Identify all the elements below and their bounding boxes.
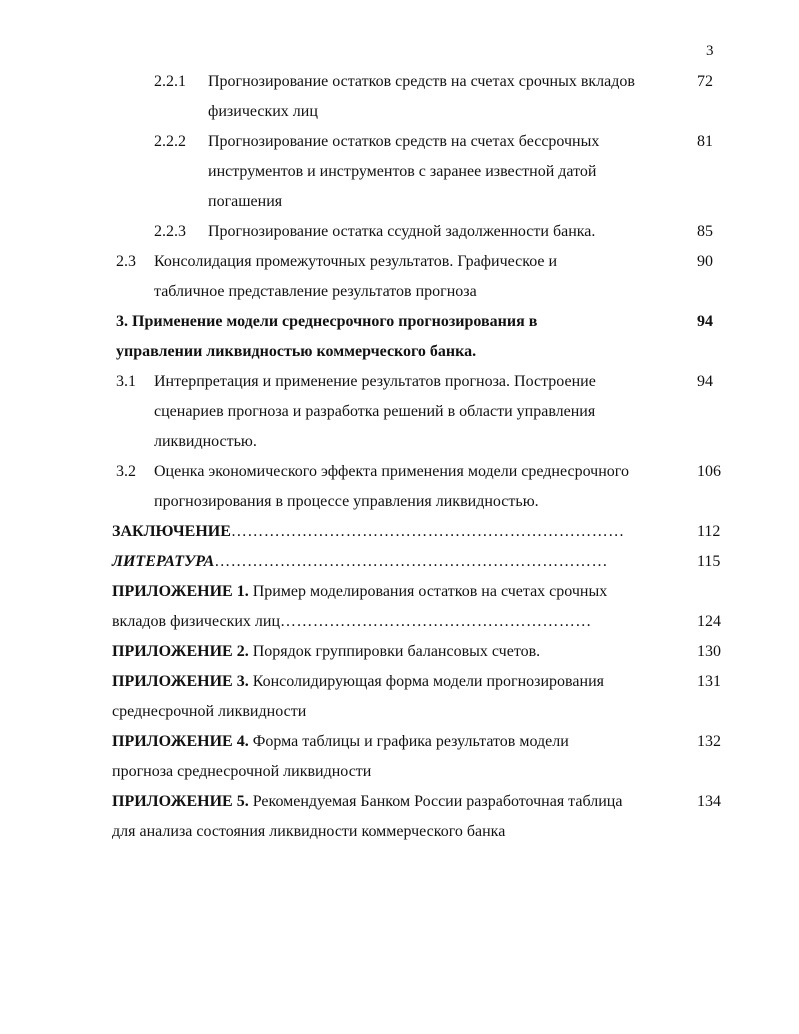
toc-leader-dots: ………………………………………………………………	[230, 523, 625, 540]
toc-text: Рекомендуемая Банком России разработочная таблица	[248, 793, 623, 810]
toc-leader-dots: …………………………………………………	[280, 613, 592, 630]
toc-number: 3.1	[116, 373, 136, 390]
toc-text: Прогнозирование остатков средств на счетах срочных вкладов	[208, 73, 635, 90]
toc-page: 132	[697, 733, 721, 750]
toc-text: Форма таблицы и графика результатов модели	[248, 733, 569, 750]
toc-appendix-title: ПРИЛОЖЕНИЕ 2.	[112, 643, 249, 660]
toc-text: погашения	[208, 193, 283, 210]
toc-page: 131	[697, 673, 721, 690]
toc-page: 112	[697, 523, 721, 540]
toc-section-title: ЛИТЕРАТУРА	[112, 553, 215, 570]
toc-text: сценариев прогноза и разработка решений в области управления	[154, 403, 596, 420]
toc-text: Консолидация промежуточных результатов. Графическое и	[154, 253, 558, 270]
toc-chapter-title: управлении ликвидностью коммерческого банка.	[116, 343, 477, 360]
toc-number: 2.2.3	[154, 223, 186, 240]
toc-number: 2.2.2	[154, 133, 186, 150]
toc-leader-dots: ………………………………………………………………	[214, 553, 608, 570]
toc-text: вкладов физических лиц	[112, 613, 281, 630]
toc-page: 106	[697, 463, 721, 480]
toc-text: Порядок группировки балансовых счетов.	[248, 643, 541, 660]
toc-appendix-title: ПРИЛОЖЕНИЕ 5.	[112, 793, 249, 810]
toc-text: Консолидирующая форма модели прогнозирования	[248, 673, 604, 690]
toc-page: 90	[697, 253, 713, 270]
toc-text: Интерпретация и применение результатов прогноза. Построение	[154, 373, 596, 390]
toc-text: табличное представление результатов прогноза	[154, 283, 477, 300]
toc-text: Прогнозирование остатка ссудной задолженности банка.	[208, 223, 596, 240]
toc-page: 85	[697, 223, 713, 240]
toc-page: 81	[697, 133, 713, 150]
toc-text: среднесрочной ликвидности	[112, 703, 307, 720]
toc-appendix-title: ПРИЛОЖЕНИЕ 1.	[112, 583, 249, 600]
toc-page: 130	[697, 643, 721, 660]
toc-appendix-title: ПРИЛОЖЕНИЕ 4.	[112, 733, 249, 750]
toc-chapter-title: 3. Применение модели среднесрочного прогнозирования в	[116, 313, 538, 330]
toc-page: 94	[697, 313, 713, 330]
toc-number: 2.3	[116, 253, 136, 270]
toc-text: Пример моделирования остатков на счетах срочных	[248, 583, 608, 600]
toc-text: ликвидностью.	[154, 433, 257, 450]
toc-text: прогноза среднесрочной ликвидности	[112, 763, 372, 780]
toc-text: Оценка экономического эффекта применения модели среднесрочного	[154, 463, 629, 480]
toc-appendix-title: ПРИЛОЖЕНИЕ 3.	[112, 673, 249, 690]
toc-number: 2.2.1	[154, 73, 186, 90]
toc-text: прогнозирования в процессе управления ликвидностью.	[154, 493, 539, 510]
toc-page: 115	[697, 553, 721, 570]
toc-page: 72	[697, 73, 713, 90]
toc-number: 3.2	[116, 463, 136, 480]
toc-section-title: ЗАКЛЮЧЕНИЕ	[112, 523, 231, 540]
toc-text: Прогнозирование остатков средств на счетах бессрочных	[208, 133, 600, 150]
toc-page: 124	[697, 613, 721, 630]
toc-text: физических лиц	[208, 103, 318, 120]
toc-page: 134	[697, 793, 721, 810]
toc-text: для анализа состояния ликвидности коммерческого банка	[112, 823, 506, 840]
page-number: 3	[706, 43, 714, 59]
toc-page: 94	[697, 373, 713, 390]
toc-text: инструментов и инструментов с заранее известной датой	[208, 163, 597, 180]
